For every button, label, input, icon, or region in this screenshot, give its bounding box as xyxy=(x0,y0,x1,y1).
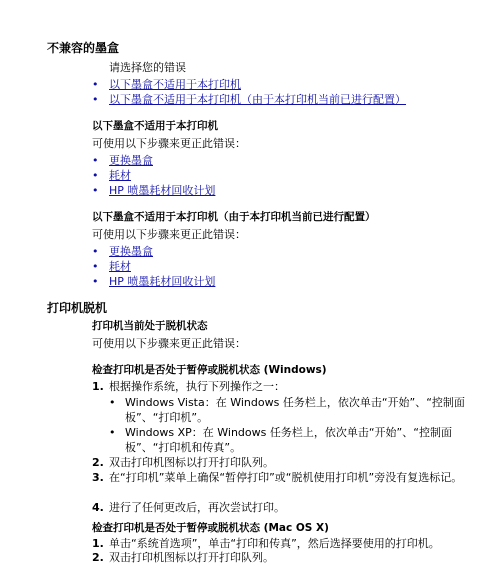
mac-step-2: 双击打印机图标以打开打印队列。 xyxy=(109,551,274,564)
bullet-icon: • xyxy=(92,93,99,106)
link-hp-recycling-program[interactable]: HP 喷墨耗材回收计划 xyxy=(109,275,216,288)
choose-error-prompt: 请选择您的错误 xyxy=(109,61,186,74)
section-title-incompatible-cartridges: 不兼容的墨盒 xyxy=(47,41,120,55)
windows-xp-instruction: Windows XP：在 Windows 任务栏上，依次单击“开始”、“控制面板”、“打印机和传真”。 xyxy=(125,426,452,454)
bullet-icon: • xyxy=(92,184,99,197)
step-number: 1. xyxy=(92,380,104,393)
bullet-icon: • xyxy=(92,78,99,91)
link-replace-cartridges[interactable]: 更换墨盒 xyxy=(109,245,153,258)
subsection-title-cartridge-not-for-printer-configured: 以下墨盒不适用于本打印机（由于本打印机当前已进行配置） xyxy=(92,211,376,223)
mac-check-title: 检查打印机是否处于暂停或脱机状态 (Mac OS X) xyxy=(92,522,329,534)
link-supplies[interactable]: 耗材 xyxy=(109,260,131,273)
step-number: 3. xyxy=(92,471,104,484)
subsection-title-printer-offline-state: 打印机当前处于脱机状态 xyxy=(92,320,208,332)
windows-step-2: 双击打印机图标以打开打印队列。 xyxy=(109,456,274,469)
link-hp-recycling-program[interactable]: HP 喷墨耗材回收计划 xyxy=(109,184,216,197)
bullet-icon: • xyxy=(92,154,99,167)
windows-vista-instruction: Windows Vista：在 Windows 任务栏上，依次单击“开始”、“控制面板”、“打印机”。 xyxy=(125,396,465,424)
bullet-icon: • xyxy=(92,275,99,288)
bullet-icon: • xyxy=(92,245,99,258)
bullet-icon: • xyxy=(92,260,99,273)
windows-step-1: 根据操作系统，执行下列操作之一： xyxy=(109,380,285,393)
link-cartridge-not-for-printer-configured[interactable]: 以下墨盒不适用于本打印机（由于本打印机当前已进行配置） xyxy=(109,93,406,106)
step-number: 2. xyxy=(92,456,104,469)
step-number: 4. xyxy=(92,501,104,514)
link-cartridge-not-for-printer[interactable]: 以下墨盒不适用于本打印机 xyxy=(109,78,241,91)
bullet-icon: • xyxy=(92,169,99,182)
section-intro: 可使用以下步骤来更正此错误： xyxy=(92,337,246,350)
link-replace-cartridges[interactable]: 更换墨盒 xyxy=(109,154,153,167)
bullet-icon: • xyxy=(109,396,116,409)
bullet-icon: • xyxy=(109,426,116,439)
step-number: 1. xyxy=(92,537,104,550)
windows-check-title: 检查打印机是否处于暂停或脱机状态 (Windows) xyxy=(92,364,327,376)
link-supplies[interactable]: 耗材 xyxy=(109,169,131,182)
section-title-printer-offline: 打印机脱机 xyxy=(47,301,108,315)
step-number: 2. xyxy=(92,551,104,564)
subsection-intro: 可使用以下步骤来更正此错误： xyxy=(92,228,246,241)
windows-step-4: 进行了任何更改后，再次尝试打印。 xyxy=(109,501,285,514)
windows-step-3: 在“打印机”菜单上确保“暂停打印”或“脱机使用打印机”旁没有复选标记。 xyxy=(109,471,463,484)
subsection-title-cartridge-not-for-printer: 以下墨盒不适用于本打印机 xyxy=(92,120,218,132)
mac-step-1: 单击“系统首选项”，单击“打印和传真”，然后选择要使用的打印机。 xyxy=(109,537,440,550)
subsection-intro: 可使用以下步骤来更正此错误： xyxy=(92,137,246,150)
